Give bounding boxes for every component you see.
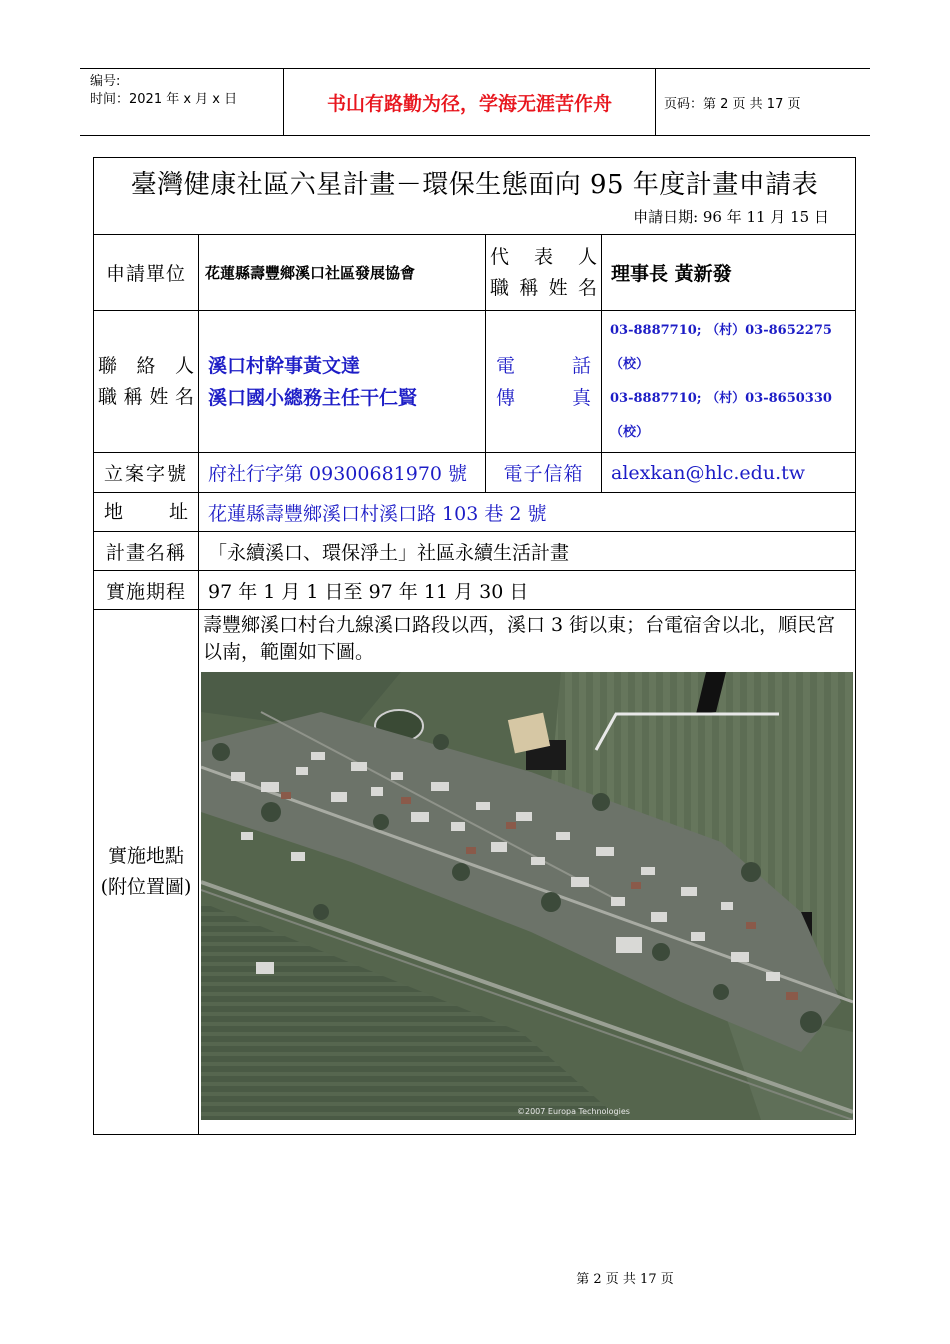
plan-value: 「永續溪口、環保淨土」社區永續生活計畫	[199, 532, 856, 571]
case-label: 立案字號	[94, 453, 199, 493]
page-info: 页码：第 2 页 共 17 页	[664, 96, 801, 112]
period-label: 實施期程	[94, 571, 199, 610]
application-form	[93, 157, 856, 1135]
period-value: 97 年 1 月 1 日至 97 年 11 月 30 日	[199, 571, 856, 610]
rep-value: 理事長 黃新發	[602, 235, 856, 311]
satellite-map	[201, 672, 853, 1120]
location-text: 壽豐鄉溪口村台九線溪口路段以西，溪口 3 街以東；台電宿舍以北，順民宮以南，範圍如下圖。	[203, 614, 836, 663]
fax-label: 傳 真	[496, 386, 591, 409]
email-value: alexkan@hlc.edu.tw	[602, 453, 856, 493]
motto: 书山有路勤为径，学海无涯苦作舟	[283, 69, 656, 135]
location-map-image	[201, 672, 853, 1120]
location-cell	[199, 610, 856, 1135]
map-credit: ©2007 Europa Technologies	[517, 1107, 630, 1116]
page-footer: 第 2 页 共 17 页	[576, 1272, 674, 1287]
contact-value	[199, 311, 486, 453]
time-label: 时间：2021 年 x 月 x 日	[90, 92, 238, 107]
phone-value-line1: 03-8887710; （村）03-8652275	[610, 322, 832, 338]
apply-date: 申請日期: 96 年 11 月 15 日	[633, 208, 829, 226]
email-label: 電子信箱	[486, 453, 602, 493]
phone-value-line2: （校）	[610, 356, 650, 372]
applicant-label: 申請單位	[94, 235, 199, 311]
applicant-value: 花蓮縣壽豐鄉溪口社區發展協會	[199, 235, 486, 311]
contact-label-line2: 職稱姓名	[98, 385, 194, 408]
location-label-line2: (附位置圖)	[100, 876, 192, 898]
address-label: 地 址	[94, 493, 199, 532]
rep-label-line1: 代 表 人	[490, 245, 597, 268]
number-label: 编号:	[90, 74, 121, 89]
contact-label	[94, 311, 199, 453]
case-value: 府社行字第 09300681970 號	[199, 453, 486, 493]
phone-fax-label	[486, 311, 602, 453]
location-label	[94, 610, 199, 1135]
fax-value-line2: （校）	[610, 424, 650, 440]
header-meta	[80, 69, 283, 135]
fax-value-line1: 03-8887710; （村）03-8650330	[610, 390, 832, 406]
phone-label: 電 話	[496, 354, 591, 377]
contact-value-line2: 溪口國小總務主任干仁賢	[208, 386, 418, 409]
rep-label-line2: 職稱姓名	[490, 276, 597, 299]
location-label-line1: 實施地點	[107, 845, 184, 867]
contact-label-line1: 聯 絡 人	[98, 354, 194, 377]
contact-value-line1: 溪口村幹事黃文達	[208, 354, 361, 377]
address-value: 花蓮縣壽豐鄉溪口村溪口路 103 巷 2 號	[199, 493, 856, 532]
form-title: 臺灣健康社區六星計畫－環保生態面向 95 年度計畫申請表	[130, 170, 819, 200]
page-header	[80, 68, 870, 136]
plan-label: 計畫名稱	[94, 532, 199, 571]
rep-label	[486, 235, 602, 311]
phone-fax-value	[602, 311, 856, 453]
title-cell	[94, 158, 856, 235]
